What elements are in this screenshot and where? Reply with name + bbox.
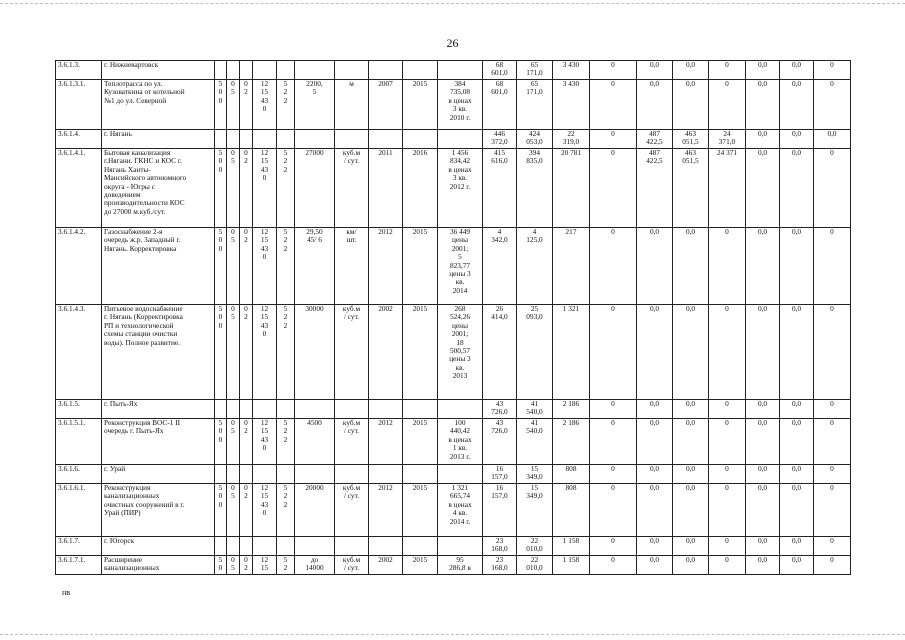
cell-end-year: 2015: [403, 484, 438, 537]
cell-value-9: 0,0: [780, 130, 814, 149]
cell-code-a: [215, 400, 227, 419]
cell-value-10: 0: [814, 484, 851, 537]
cell-code-b: [227, 537, 240, 556]
cell-value-4: 0: [590, 400, 637, 419]
cell-estimated-cost: 95 286,8 в: [438, 556, 483, 575]
cell-value-5: 0,0: [637, 80, 673, 130]
cell-code-d: [253, 465, 277, 484]
cell-estimated-cost: [438, 537, 483, 556]
cell-capacity: [295, 465, 335, 484]
table-row: [56, 305, 851, 400]
cell-value-7: 0: [709, 61, 746, 80]
cell-unit: [335, 537, 369, 556]
cell-value-8: 0,0: [746, 130, 780, 149]
cell-value-8: 0,0: [746, 419, 780, 465]
cell-value-5: 487 422,5: [637, 149, 673, 228]
cell-value-4: 0: [590, 228, 637, 305]
cell-code-e: [277, 465, 295, 484]
cell-object-name: г. Урай: [102, 465, 215, 484]
cell-code-c: 0 2: [240, 484, 253, 537]
cell-object-name: Газоснабжение 2-я очередь ж.р. Западный г. Нягань. Корректировка: [102, 228, 215, 305]
cell-end-year: 2015: [403, 556, 438, 575]
cell-capacity: [295, 130, 335, 149]
cell-code-d: 12 15 43 0: [253, 419, 277, 465]
cell-capacity: 4500: [295, 419, 335, 465]
cell-value-3: 3 430: [553, 80, 590, 130]
cell-value-7: 0: [709, 419, 746, 465]
cell-value-7: 0: [709, 465, 746, 484]
cell-value-3: 3 430: [553, 61, 590, 80]
cell-row-id: 3.6.1.6.1.: [56, 484, 102, 537]
cell-code-e: 5 2 2: [277, 149, 295, 228]
cell-code-d: 12 15: [253, 556, 277, 575]
cell-value-9: 0,0: [780, 400, 814, 419]
scan-edge-bottom: [0, 634, 905, 635]
cell-value-6: 0,0: [673, 400, 709, 419]
cell-code-c: 0 2: [240, 228, 253, 305]
cell-row-id: 3.6.1.4.3.: [56, 305, 102, 400]
cell-end-year: [403, 61, 438, 80]
cell-capacity: [295, 537, 335, 556]
cell-value-1: 43 726,0: [483, 400, 517, 419]
cell-row-id: 3.6.1.5.: [56, 400, 102, 419]
cell-code-b: 0 5: [227, 556, 240, 575]
cell-object-name: Бытовая канализация г.Нягани. ГКНС и КОС г. Нягань Ханты- Мансийского автономного округа - Югры с доведением производительности КОС до 27000 м.куб./сут.: [102, 149, 215, 228]
cell-value-9: 0,0: [780, 149, 814, 228]
cell-code-d: 12 15 43 0: [253, 228, 277, 305]
cell-start-year: 2012: [369, 484, 403, 537]
cell-value-8: 0,0: [746, 465, 780, 484]
cell-value-9: 0,0: [780, 419, 814, 465]
cell-value-4: 0: [590, 537, 637, 556]
cell-value-10: 0: [814, 305, 851, 400]
cell-code-a: 5 0 0: [215, 80, 227, 130]
cell-object-name: г. Нягань: [102, 130, 215, 149]
cell-start-year: 2002: [369, 305, 403, 400]
cell-value-4: 0: [590, 305, 637, 400]
cell-value-10: 0: [814, 61, 851, 80]
cell-estimated-cost: 36 449 цены 2001; 5 823,77 цены 3 кв. 2014: [438, 228, 483, 305]
cell-value-8: 0,0: [746, 400, 780, 419]
cell-value-6: 0,0: [673, 556, 709, 575]
cell-estimated-cost: [438, 61, 483, 80]
cell-start-year: 2007: [369, 80, 403, 130]
cell-object-name: г. Нижневартовск: [102, 61, 215, 80]
cell-value-10: 0: [814, 228, 851, 305]
cell-code-d: 12 15 43 0: [253, 149, 277, 228]
cell-object-name: г. Пыть-Ях: [102, 400, 215, 419]
cell-value-3: 2 186: [553, 419, 590, 465]
cell-code-a: [215, 130, 227, 149]
cell-row-id: 3.6.1.7.: [56, 537, 102, 556]
cell-value-3: 808: [553, 484, 590, 537]
cell-code-a: [215, 537, 227, 556]
cell-value-9: 0,0: [780, 61, 814, 80]
cell-estimated-cost: 268 524,26 цены 2001; 18 500,57 цены 3 кв. 2013: [438, 305, 483, 400]
cell-value-4: 0: [590, 556, 637, 575]
cell-value-5: 0,0: [637, 556, 673, 575]
cell-value-8: 0,0: [746, 61, 780, 80]
cell-value-9: 0,0: [780, 80, 814, 130]
cell-value-1: 43 726,0: [483, 419, 517, 465]
cell-value-2: 22 010,0: [517, 556, 553, 575]
cell-code-c: [240, 400, 253, 419]
cell-code-e: 5 2: [277, 556, 295, 575]
cell-value-1: 16 157,0: [483, 465, 517, 484]
cell-value-1: 68 601,0: [483, 80, 517, 130]
cell-value-7: 24 371,0: [709, 130, 746, 149]
cell-code-c: [240, 61, 253, 80]
cell-value-7: 24 371: [709, 149, 746, 228]
table-row: [56, 61, 851, 80]
cell-code-b: 0 5: [227, 305, 240, 400]
cell-value-1: 415 616,0: [483, 149, 517, 228]
cell-value-9: 0,0: [780, 228, 814, 305]
cell-value-1: 23 168,0: [483, 556, 517, 575]
cell-value-4: 0: [590, 80, 637, 130]
cell-value-10: 0: [814, 537, 851, 556]
cell-value-6: 0,0: [673, 305, 709, 400]
cell-unit: [335, 130, 369, 149]
cell-value-2: 25 093,0: [517, 305, 553, 400]
cell-code-a: [215, 465, 227, 484]
cell-code-e: 5 2 2: [277, 484, 295, 537]
cell-value-1: 4 342,0: [483, 228, 517, 305]
cell-estimated-cost: 1 321 665,74 в ценах 4 кв. 2014 г.: [438, 484, 483, 537]
cell-value-10: 0: [814, 419, 851, 465]
cell-code-a: 5 0 0: [215, 484, 227, 537]
cell-estimated-cost: 1 456 834,42 в ценах 3 кв. 2012 г.: [438, 149, 483, 228]
table-row: [56, 400, 851, 419]
cell-value-1: 446 372,0: [483, 130, 517, 149]
cell-value-4: 0: [590, 419, 637, 465]
cell-value-5: 0,0: [637, 228, 673, 305]
cell-code-c: 0 2: [240, 305, 253, 400]
scan-edge-top: [0, 3, 905, 4]
cell-code-c: 0 2: [240, 419, 253, 465]
cell-capacity: до 14000: [295, 556, 335, 575]
cell-value-5: 0,0: [637, 400, 673, 419]
cell-value-5: 0,0: [637, 61, 673, 80]
cell-code-d: [253, 537, 277, 556]
cell-row-id: 3.6.1.3.1.: [56, 80, 102, 130]
cell-value-4: 0: [590, 484, 637, 537]
cell-code-b: [227, 130, 240, 149]
cell-value-8: 0,0: [746, 305, 780, 400]
cell-code-c: [240, 537, 253, 556]
cell-unit: куб.м / сут.: [335, 149, 369, 228]
cell-code-e: [277, 400, 295, 419]
cell-value-6: 0,0: [673, 537, 709, 556]
cell-estimated-cost: [438, 465, 483, 484]
cell-capacity: [295, 61, 335, 80]
cell-value-6: 0,0: [673, 465, 709, 484]
cell-row-id: 3.6.1.5.1.: [56, 419, 102, 465]
cell-code-b: [227, 400, 240, 419]
cell-end-year: 2015: [403, 80, 438, 130]
cell-start-year: [369, 130, 403, 149]
cell-unit: куб.м / сут.: [335, 484, 369, 537]
cell-code-b: 0 5: [227, 228, 240, 305]
table-row: [56, 484, 851, 537]
table-row: [56, 149, 851, 228]
cell-value-6: 463 051,5: [673, 149, 709, 228]
cell-value-7: 0: [709, 556, 746, 575]
cell-value-6: 0,0: [673, 484, 709, 537]
cell-code-d: 12 15 43 0: [253, 80, 277, 130]
cell-end-year: [403, 465, 438, 484]
cell-value-2: 394 835,0: [517, 149, 553, 228]
cell-value-6: 0,0: [673, 419, 709, 465]
cell-value-5: 0,0: [637, 305, 673, 400]
cell-value-9: 0,0: [780, 537, 814, 556]
cell-code-c: [240, 465, 253, 484]
cell-value-2: 15 349,0: [517, 465, 553, 484]
cell-row-id: 3.6.1.7.1.: [56, 556, 102, 575]
table-row: [56, 419, 851, 465]
cell-value-8: 0,0: [746, 228, 780, 305]
cell-value-6: 0,0: [673, 80, 709, 130]
footnote: нв: [62, 588, 71, 597]
cell-end-year: [403, 537, 438, 556]
cell-code-a: 5 0 0: [215, 419, 227, 465]
cell-code-a: 5 0 0: [215, 149, 227, 228]
cell-value-10: 0,0: [814, 130, 851, 149]
cell-end-year: 2015: [403, 419, 438, 465]
cell-value-7: 0: [709, 305, 746, 400]
cell-start-year: [369, 465, 403, 484]
cell-end-year: 2015: [403, 305, 438, 400]
cell-estimated-cost: [438, 130, 483, 149]
cell-code-b: 0 5: [227, 419, 240, 465]
cell-code-a: 5 0 0: [215, 228, 227, 305]
cell-capacity: 27000: [295, 149, 335, 228]
cell-object-name: г. Югорск: [102, 537, 215, 556]
cell-value-8: 0,0: [746, 537, 780, 556]
cell-value-7: 0: [709, 228, 746, 305]
cell-value-2: 4 125,0: [517, 228, 553, 305]
cell-start-year: 2012: [369, 419, 403, 465]
cell-row-id: 3.6.1.4.1.: [56, 149, 102, 228]
cell-end-year: 2015: [403, 228, 438, 305]
cell-end-year: [403, 400, 438, 419]
cell-start-year: 2012: [369, 228, 403, 305]
cell-value-3: 22 319,0: [553, 130, 590, 149]
cell-value-2: 424 053,0: [517, 130, 553, 149]
cell-value-4: 0: [590, 149, 637, 228]
cell-estimated-cost: [438, 400, 483, 419]
cell-value-8: 0,0: [746, 149, 780, 228]
cell-code-a: [215, 61, 227, 80]
cell-object-name: Реконструкция канализационных очистных сооружений в г. Урай (ПИР): [102, 484, 215, 537]
table-row: [56, 130, 851, 149]
cell-code-c: 0 2: [240, 80, 253, 130]
cell-code-c: 0 2: [240, 149, 253, 228]
cell-value-9: 0,0: [780, 305, 814, 400]
cell-row-id: 3.6.1.6.: [56, 465, 102, 484]
cell-code-d: [253, 130, 277, 149]
cell-value-5: 0,0: [637, 537, 673, 556]
cell-start-year: 2011: [369, 149, 403, 228]
cell-code-d: 12 15 43 0: [253, 305, 277, 400]
cell-value-5: 487 422,5: [637, 130, 673, 149]
cell-code-a: 5 0 0: [215, 305, 227, 400]
cell-value-7: 0: [709, 80, 746, 130]
cell-start-year: 2002: [369, 556, 403, 575]
cell-value-2: 41 540,0: [517, 400, 553, 419]
cell-value-2: 15 349,0: [517, 484, 553, 537]
cell-value-3: 1 321: [553, 305, 590, 400]
cell-value-1: 68 601,0: [483, 61, 517, 80]
cell-code-b: 0 5: [227, 80, 240, 130]
cell-value-8: 0,0: [746, 484, 780, 537]
cell-code-c: 0 2: [240, 556, 253, 575]
cell-value-5: 0,0: [637, 419, 673, 465]
cell-code-d: [253, 61, 277, 80]
cell-value-9: 0,0: [780, 556, 814, 575]
cell-capacity: [295, 400, 335, 419]
cell-code-e: [277, 61, 295, 80]
cell-end-year: [403, 130, 438, 149]
cell-value-2: 65 171,0: [517, 61, 553, 80]
cell-row-id: 3.6.1.4.: [56, 130, 102, 149]
table-row: [56, 556, 851, 575]
cell-code-c: [240, 130, 253, 149]
cell-code-b: [227, 465, 240, 484]
cell-value-10: 0: [814, 465, 851, 484]
cell-row-id: 3.6.1.4.2.: [56, 228, 102, 305]
cell-value-5: 0,0: [637, 484, 673, 537]
cell-value-6: 0,0: [673, 61, 709, 80]
cell-code-e: 5 2 2: [277, 80, 295, 130]
cell-unit: км/ шт.: [335, 228, 369, 305]
table-row: [56, 80, 851, 130]
cell-object-name: Реконструкция ВОС-1 II очередь г. Пыть-Ях: [102, 419, 215, 465]
cell-code-b: 0 5: [227, 149, 240, 228]
cell-capacity: 2200, 5: [295, 80, 335, 130]
cell-code-d: [253, 400, 277, 419]
cell-start-year: [369, 537, 403, 556]
cell-value-8: 0,0: [746, 556, 780, 575]
cell-capacity: 29,50 45/ 6: [295, 228, 335, 305]
cell-start-year: [369, 400, 403, 419]
cell-code-d: 12 15 43 0: [253, 484, 277, 537]
cell-value-7: 0: [709, 537, 746, 556]
cell-unit: м: [335, 80, 369, 130]
investment-table: [55, 60, 851, 575]
cell-value-9: 0,0: [780, 484, 814, 537]
cell-code-e: [277, 537, 295, 556]
cell-estimated-cost: 100 440,42 в ценах 1 кв. 2013 г.: [438, 419, 483, 465]
cell-value-1: 26 414,0: [483, 305, 517, 400]
table-row: [56, 537, 851, 556]
cell-code-a: 5 0: [215, 556, 227, 575]
cell-unit: [335, 61, 369, 80]
cell-value-3: 1 158: [553, 537, 590, 556]
cell-unit: [335, 400, 369, 419]
table-row: [56, 228, 851, 305]
cell-unit: куб.м / сут.: [335, 419, 369, 465]
cell-start-year: [369, 61, 403, 80]
cell-value-10: 0: [814, 80, 851, 130]
cell-code-b: [227, 61, 240, 80]
cell-value-2: 65 171,0: [517, 80, 553, 130]
cell-value-6: 0,0: [673, 228, 709, 305]
table-row: [56, 465, 851, 484]
cell-value-1: 23 168,0: [483, 537, 517, 556]
cell-object-name: Теплотрасса по ул. Кузоваткина от котельной №1 до ул. Северной: [102, 80, 215, 130]
cell-value-3: 2 186: [553, 400, 590, 419]
cell-code-e: 5 2 2: [277, 305, 295, 400]
cell-unit: куб.м / сут.: [335, 556, 369, 575]
cell-value-3: 1 158: [553, 556, 590, 575]
cell-capacity: 30000: [295, 305, 335, 400]
cell-object-name: Питьевое водоснабжение г. Нягань (Корректировка РП и технологической схемы станции очистки воды). Полное развитие.: [102, 305, 215, 400]
cell-value-4: 0: [590, 465, 637, 484]
cell-value-4: 0: [590, 61, 637, 80]
cell-value-6: 463 051,5: [673, 130, 709, 149]
cell-value-8: 0,0: [746, 80, 780, 130]
cell-code-e: 5 2 2: [277, 228, 295, 305]
cell-end-year: 2016: [403, 149, 438, 228]
cell-row-id: 3.6.1.3.: [56, 61, 102, 80]
cell-value-9: 0,0: [780, 465, 814, 484]
cell-capacity: 20000: [295, 484, 335, 537]
cell-estimated-cost: 384 735,08 в ценах 3 кв. 2010 г.: [438, 80, 483, 130]
cell-value-2: 22 010,0: [517, 537, 553, 556]
cell-code-b: 0 5: [227, 484, 240, 537]
cell-code-e: [277, 130, 295, 149]
cell-value-7: 0: [709, 484, 746, 537]
cell-value-4: 0: [590, 130, 637, 149]
cell-value-3: 20 781: [553, 149, 590, 228]
cell-unit: [335, 465, 369, 484]
cell-unit: куб.м / сут.: [335, 305, 369, 400]
cell-value-7: 0: [709, 400, 746, 419]
page-number: 26: [446, 36, 459, 50]
cell-value-3: 808: [553, 465, 590, 484]
cell-value-10: 0: [814, 556, 851, 575]
cell-code-e: 5 2 2: [277, 419, 295, 465]
cell-object-name: Расширение канализационных: [102, 556, 215, 575]
cell-value-10: 0: [814, 149, 851, 228]
cell-value-10: 0: [814, 400, 851, 419]
cell-value-2: 41 540,0: [517, 419, 553, 465]
cell-value-1: 16 157,0: [483, 484, 517, 537]
cell-value-3: 217: [553, 228, 590, 305]
cell-value-5: 0,0: [637, 465, 673, 484]
